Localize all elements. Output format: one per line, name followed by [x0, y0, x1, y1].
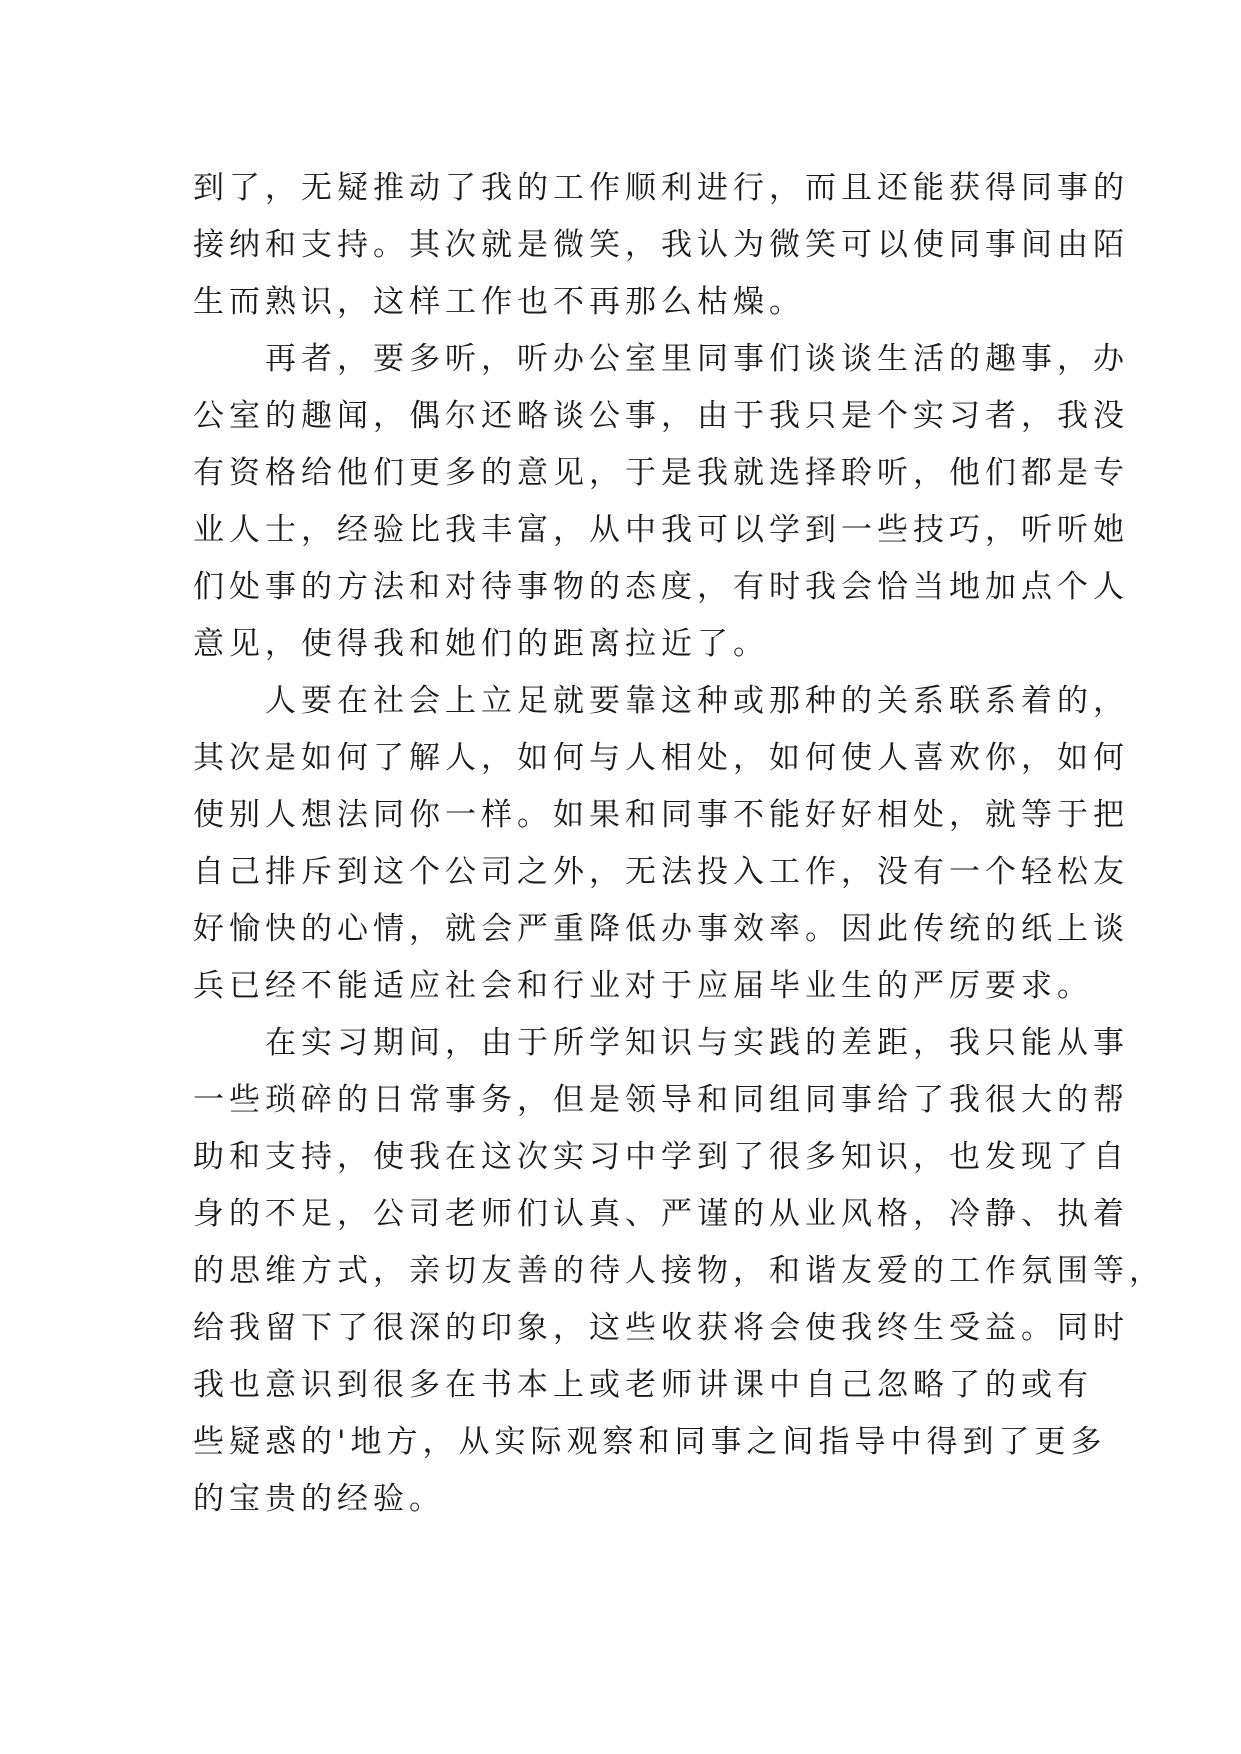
text-line: 人要在社会上立足就要靠这种或那种的关系联系着的， [193, 683, 1129, 719]
text-line: 给我留下了很深的印象，这些收获将会使我终生受益。同时 [193, 1310, 1129, 1346]
text-line: 有资格给他们更多的意见，于是我就选择聆听，他们都是专 [193, 455, 1129, 491]
text-line: 使别人想法同你一样。如果和同事不能好好相处，就等于把 [193, 797, 1129, 833]
text-line: 到了，无疑推动了我的工作顺利进行，而且还能获得同事的 [193, 170, 1129, 206]
text-line: 生而熟识，这样工作也不再那么枯燥。 [193, 284, 805, 320]
text-line: 一些琐碎的日常事务，但是领导和同组同事给了我很大的帮 [193, 1082, 1129, 1118]
document-body [193, 160, 1165, 1528]
text-line: 再者，要多听，听办公室里同事们谈谈生活的趣事，办 [193, 341, 1129, 377]
text-line: 助和支持，使我在这次实习中学到了很多知识，也发现了自 [193, 1139, 1129, 1175]
text-line: 在实习期间，由于所学知识与实践的差距，我只能从事 [193, 1025, 1129, 1061]
text-line: 业人士，经验比我丰富，从中我可以学到一些技巧，听听她 [193, 512, 1129, 548]
text-line: 兵已经不能适应社会和行业对于应届毕业生的严厉要求。 [193, 968, 1093, 1004]
text-line: 其次是如何了解人，如何与人相处，如何使人喜欢你，如何 [193, 740, 1129, 776]
text-line: 的宝贵的经验。 [193, 1481, 445, 1517]
text-line: 好愉快的心情，就会严重降低办事效率。因此传统的纸上谈 [193, 911, 1129, 947]
text-line: 的思维方式，亲切友善的待人接物，和谐友爱的工作氛围等， [193, 1253, 1165, 1289]
text-line: 接纳和支持。其次就是微笑，我认为微笑可以使同事间由陌 [193, 227, 1129, 263]
text-line: 意见，使得我和她们的距离拉近了。 [193, 626, 769, 662]
text-line: 公室的趣闻，偶尔还略谈公事，由于我只是个实习者，我没 [193, 398, 1129, 434]
text-line: 自己排斥到这个公司之外，无法投入工作，没有一个轻松友 [193, 854, 1129, 890]
text-line: 些疑惑的'地方，从实际观察和同事之间指导中得到了更多 [193, 1424, 1107, 1460]
text-line: 们处事的方法和对待事物的态度，有时我会恰当地加点个人 [193, 569, 1129, 605]
text-line: 我也意识到很多在书本上或老师讲课中自己忽略了的或有 [193, 1367, 1093, 1403]
text-line: 身的不足，公司老师们认真、严谨的从业风格，冷静、执着 [193, 1196, 1129, 1232]
